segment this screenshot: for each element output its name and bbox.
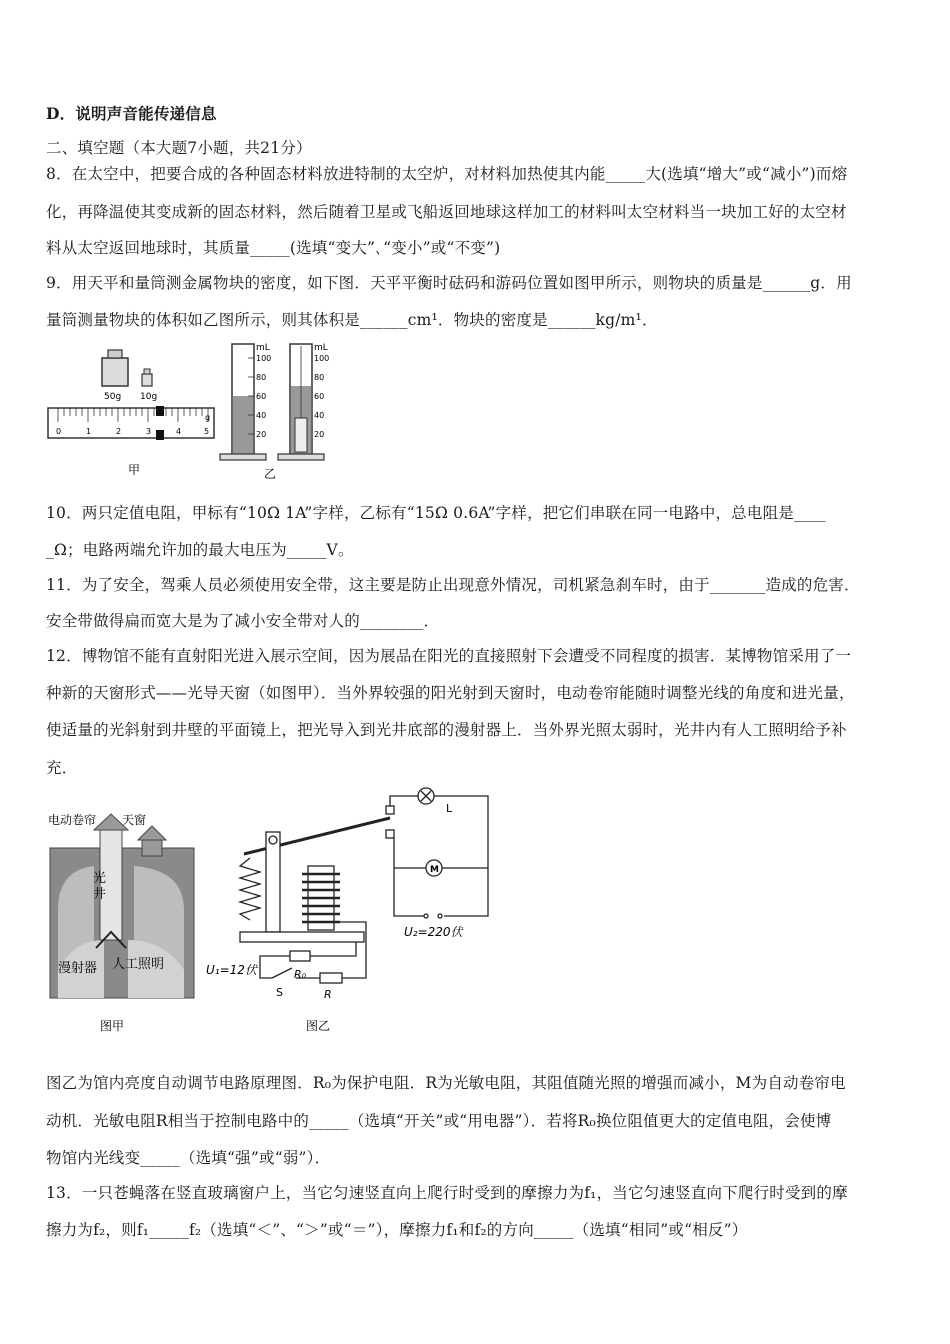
cyl2-tick: 80 xyxy=(314,373,325,382)
switch-s-label: S xyxy=(276,986,283,999)
scale-tick-label: 2 xyxy=(116,427,122,436)
cyl1-tick: 100 xyxy=(256,354,272,363)
q12b-line-3: 物馆内光线变_____（选填“强”或“弱”）． xyxy=(46,1149,331,1167)
weight-50g-label: 50g xyxy=(104,392,122,402)
r-label: R xyxy=(324,988,332,1001)
weight-10g-icon xyxy=(142,374,152,386)
circuit-figure xyxy=(200,782,500,1052)
weight-50g-icon xyxy=(102,358,128,386)
cyl2-tick: 40 xyxy=(314,411,325,420)
label-diffuser: 漫射器 xyxy=(58,961,98,976)
cyl2-tick: 100 xyxy=(314,354,330,363)
q9-line-1: 9．用天平和量筒测金属物块的密度，如下图．天平平衡时砝码和游码位置如图甲所示，则物块的质量是______g．用 xyxy=(46,274,852,292)
q8-line-1: 8．在太空中，把要合成的各种固态材料放进特制的太空炉，对材料加热使其内能_____大(选填“增大”或“减小”)而熔 xyxy=(46,165,848,183)
motor-m-label: M xyxy=(430,865,439,875)
cyl1-tick: 60 xyxy=(256,392,267,401)
q8-line-2: 化，再降温使其变成新的固态材料，然后随着卫星或飞船返回地球这样加工的材料叫太空材料当一块加工好的太空材 xyxy=(46,203,847,221)
caption-fig-jia: 图甲 xyxy=(100,1019,125,1033)
q11-line-2: 安全带做得扁而宽大是为了减小安全带对人的________． xyxy=(46,612,440,630)
q12b-line-1: 图乙为馆内亮度自动调节电路原理图．R₀为保护电阻．R为光敏电阻，其阻值随光照的增强而减小，M为自动卷帘电 xyxy=(46,1074,846,1092)
caption-jia: 甲 xyxy=(128,463,141,477)
q12-line-1: 12．博物馆不能有直射阳光进入展示空间，因为展品在阳光的直接照射下会遭受不同程度的损害．某博物馆采用了一 xyxy=(46,647,852,665)
lamp-l-label: L xyxy=(446,802,453,815)
cyl1-tick: 20 xyxy=(256,430,267,439)
q8-line-3: 料从太空返回地球时，其质量_____(选填“变大”､“变小”或“不变”) xyxy=(46,239,501,257)
scale-unit: g xyxy=(205,413,211,422)
scale-tick-label: 1 xyxy=(86,427,92,436)
cyl1-tick: 80 xyxy=(256,373,267,382)
label-skylight: 天窗 xyxy=(122,813,147,827)
label-well-2: 井 xyxy=(93,887,107,902)
u1-label: U₁=12伏 xyxy=(206,963,257,977)
balance-scale xyxy=(48,408,214,438)
q9-line-2: 量筒测量物块的体积如乙图所示，则其体积是______cm¹．物块的密度是______kg/m¹． xyxy=(46,311,658,329)
q13-line-2: 擦力为f₂，则f₁_____f₂（选填“＜”、“＞”或“＝”），摩擦力f₁和f₂的方向_____（选填“相同”或“相反”） xyxy=(46,1221,748,1239)
u2-label: U₂=220伏 xyxy=(404,925,463,939)
section-heading: 二、填空题（本大题7小题，共21分） xyxy=(46,139,312,157)
r0-label: R₀ xyxy=(294,968,307,981)
skylight-figure xyxy=(44,800,204,1050)
label-well-1: 光 xyxy=(93,871,107,886)
q12-line-4: 充． xyxy=(46,759,78,777)
label-curtain: 电动卷帘 xyxy=(48,813,97,827)
cyl2-tick: 20 xyxy=(314,430,325,439)
q12-line-2: 种新的天窗形式——光导天窗（如图甲）．当外界较强的阳光射到天窗时，电动卷帘能随时调整光线的角度和进光量， xyxy=(46,684,855,702)
caption-yi: 乙 xyxy=(264,467,277,481)
q10-line-1: 10．两只定值电阻，甲标有“10Ω 1A”字样，乙标有“15Ω 0.6A”字样，把它们串联在同一电路中，总电阻是____ xyxy=(46,504,826,522)
scale-tick-label: 0 xyxy=(56,427,62,436)
cyl1-unit: mL xyxy=(256,343,270,353)
cyl1-tick: 40 xyxy=(256,411,267,420)
weight-10g-label: 10g xyxy=(140,392,158,402)
cyl2-unit: mL xyxy=(314,343,328,353)
scale-tick-label: 4 xyxy=(176,427,182,436)
q13-line-1: 13．一只苍蝇落在竖直玻璃窗户上，当它匀速竖直向上爬行时受到的摩擦力为f₁，当它匀速竖直向下爬行时受到的摩 xyxy=(46,1184,848,1202)
q12b-line-2: 动机．光敏电阻R相当于控制电路中的_____（选填“开关”或“用电器”）．若将R₀换位阻值更大的定值电阻，会使博 xyxy=(46,1112,832,1130)
q12-line-3: 使适量的光斜射到井壁的平面镜上，把光导入到光井底部的漫射器上．当外界光照太弱时，光井内有人工照明给予补 xyxy=(46,721,847,739)
q10-line-2: _Ω；电路两端允许加的最大电压为_____V。 xyxy=(46,541,354,559)
label-artificial-light: 人工照明 xyxy=(112,957,165,972)
caption-fig-yi: 图乙 xyxy=(306,1019,331,1033)
option-d: D．说明声音能传递信息 xyxy=(46,104,217,123)
scale-tick-label: 3 xyxy=(146,427,152,436)
scale-tick-label: 5 xyxy=(204,427,210,436)
rider-marker xyxy=(156,406,164,416)
cyl2-tick: 60 xyxy=(314,392,325,401)
balance-cylinder-figure xyxy=(44,336,344,486)
q11-line-1: 11．为了安全，驾乘人员必须使用安全带，这主要是防止出现意外情况，司机紧急刹车时，由于_______造成的危害． xyxy=(46,576,860,594)
